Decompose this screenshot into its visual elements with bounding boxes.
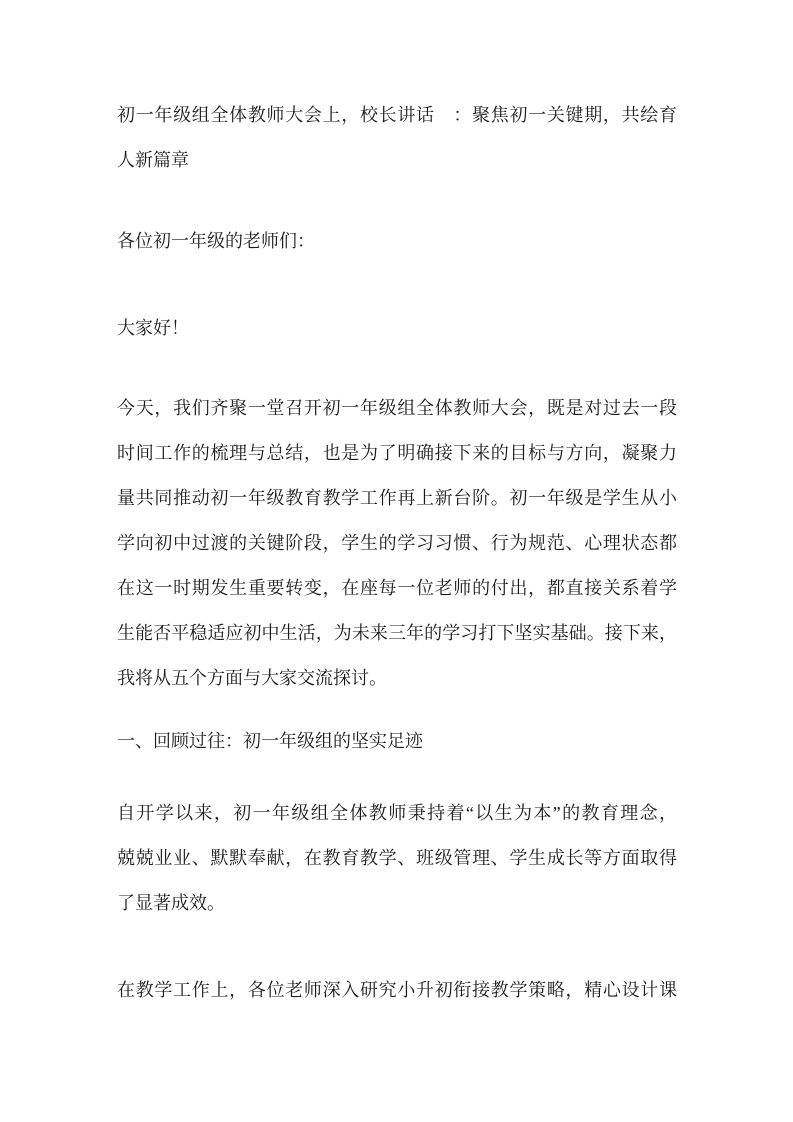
text-line: 兢兢业业、默默奉献，在教育教学、班级管理、学生成长等方面取得 bbox=[117, 848, 677, 868]
text-line: 学向初中过渡的关键阶段，学生的学习习惯、行为规范、心理状态都 bbox=[117, 533, 677, 553]
text-line: 时间工作的梳理与总结，也是为了明确接下来的目标与方向，凝聚力 bbox=[117, 443, 677, 463]
title-line: 初一年级组全体教师大会上，校长讲话 ：聚焦初一关键期，共绘育 bbox=[117, 105, 677, 125]
title-line: 人新篇章 bbox=[117, 150, 189, 170]
heading-line: 一、回顾过往：初一年级组的坚实足迹 bbox=[117, 731, 423, 751]
text-line: 大家好！ bbox=[117, 318, 189, 338]
text-line: 了显著成效。 bbox=[117, 893, 225, 913]
text-line: 各位初一年级的老师们： bbox=[117, 231, 315, 251]
doc-title bbox=[117, 93, 677, 183]
text-line: 量共同推动初一年级教育教学工作再上新台阶。初一年级是学生从小 bbox=[117, 488, 677, 508]
section-heading-1 bbox=[117, 719, 677, 764]
salutation bbox=[117, 219, 677, 264]
greeting bbox=[117, 306, 677, 351]
review-paragraph bbox=[117, 791, 677, 926]
intro-paragraph bbox=[117, 386, 677, 701]
text-line: 生能否平稳适应初中生活，为未来三年的学习打下坚实基础。接下来， bbox=[117, 623, 677, 643]
text-line: 今天，我们齐聚一堂召开初一年级组全体教师大会，既是对过去一段 bbox=[117, 398, 677, 418]
text-line: 在教学工作上，各位老师深入研究小升初衔接教学策略，精心设计课 bbox=[117, 980, 677, 1000]
text-line: 我将从五个方面与大家交流探讨。 bbox=[117, 668, 387, 688]
text-line: 自开学以来，初一年级组全体教师秉持着“以生为本”的教育理念， bbox=[117, 803, 677, 823]
document-body bbox=[117, 93, 677, 1013]
text-line: 在这一时期发生重要转变，在座每一位老师的付出，都直接关系着学 bbox=[117, 578, 677, 598]
teaching-paragraph bbox=[117, 968, 677, 1013]
